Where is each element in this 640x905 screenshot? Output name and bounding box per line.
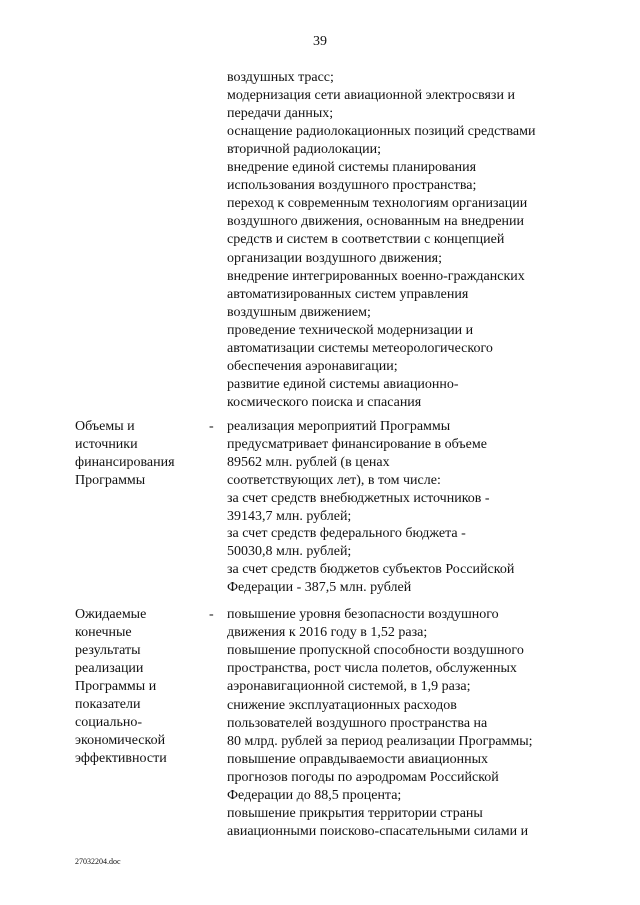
page-number: 39 [313, 34, 327, 49]
body-text-line: пользователей воздушного пространства на [227, 715, 488, 731]
section-label-line: конечные [75, 625, 132, 640]
body-text-line: 80 млрд. рублей за период реализации Программы; [227, 733, 533, 749]
section-label-line: экономической [75, 733, 166, 748]
body-text-line: пространства, рост числа полетов, обслуженных [227, 661, 517, 677]
body-text-line: автоматизированных систем управления [227, 286, 469, 302]
footer-filename: 27032204.doc [75, 857, 121, 866]
section-label-line: источники [75, 437, 138, 452]
body-text-line: повышение прикрытия территории страны [227, 806, 483, 822]
section-label-line: показатели [75, 697, 141, 712]
body-text-line: передачи данных; [227, 106, 334, 122]
body-text-line: аэронавигационной системой, в 1,9 раза; [227, 679, 471, 695]
body-text-line: снижение эксплуатационных расходов [227, 697, 457, 713]
section-label-line: результаты [75, 643, 141, 658]
section-dash: - [209, 419, 214, 434]
section-dash: - [209, 607, 214, 622]
section-label-line: Объемы и [75, 419, 135, 434]
body-text-line: 39143,7 млн. рублей; [227, 508, 352, 524]
body-text-line: оснащение радиолокационных позиций средствами [227, 124, 536, 140]
section-label-line: финансирования [75, 455, 175, 470]
body-text-line: проведение технической модернизации и [227, 322, 474, 338]
body-text-line: использования воздушного пространства; [227, 178, 477, 194]
body-text-line: внедрение интегрированных военно-гражданских [227, 268, 525, 284]
body-text-line: Федерации до 88,5 процента; [227, 788, 402, 803]
body-text-line: движения к 2016 году в 1,52 раза; [227, 625, 428, 641]
section-label-line: Программы [75, 473, 146, 488]
section-label-line: реализации [75, 661, 144, 676]
body-text-line: повышение уровня безопасности воздушного [227, 607, 499, 622]
body-text-line: воздушным движением; [227, 304, 371, 320]
body-text-line: вторичной радиолокации; [227, 142, 382, 158]
body-text-line: модернизация сети авиационной электросвязи и [227, 88, 515, 104]
section-label-line: эффективности [75, 751, 167, 766]
body-text-line: предусматривает финансирование в объеме [227, 436, 487, 452]
body-text-line: 50030,8 млн. рублей; [227, 544, 352, 560]
body-text-line: переход к современным технологиям организации [227, 196, 528, 212]
body-text-line: автоматизации системы метеорологического [227, 340, 493, 356]
body-text-line: соответствующих лет), в том числе: [227, 472, 441, 488]
body-text-line: повышение оправдываемости авиационных [227, 751, 488, 767]
body-text-line: организации воздушного движения; [227, 250, 442, 266]
body-text-line: за счет средств бюджетов субъектов Российской [227, 562, 515, 578]
section-label-line: Программы и [75, 679, 157, 694]
section-label-line: социально- [75, 715, 143, 730]
body-text-line: развитие единой системы авиационно- [227, 376, 459, 392]
body-text-line: воздушного движения, основанным на внедрении [227, 214, 525, 230]
body-text-line: космического поиска и спасания [227, 394, 422, 410]
body-text-line: внедрение единой системы планирования [227, 160, 477, 176]
body-text-line: 89562 млн. рублей (в ценах [227, 454, 390, 470]
body-text-line: авиационными поисково-спасательными силами и [227, 824, 529, 840]
body-text-line: средств и систем в соответствии с концепцией [227, 232, 505, 248]
body-text-line: за счет средств федерального бюджета - [227, 526, 466, 542]
body-text-line: обеспечения аэронавигации; [227, 358, 398, 374]
body-text-line: воздушных трасс; [227, 70, 334, 85]
body-text-line: повышение пропускной способности воздушного [227, 643, 524, 659]
body-text-line: Федерации - 387,5 млн. рублей [227, 580, 412, 596]
section-label-line: Ожидаемые [75, 607, 147, 622]
body-text-line: прогнозов погоды по аэродромам Российской [227, 769, 499, 785]
body-text-line: за счет средств внебюджетных источников - [227, 490, 490, 506]
body-text-line: реализация мероприятий Программы [227, 419, 451, 434]
